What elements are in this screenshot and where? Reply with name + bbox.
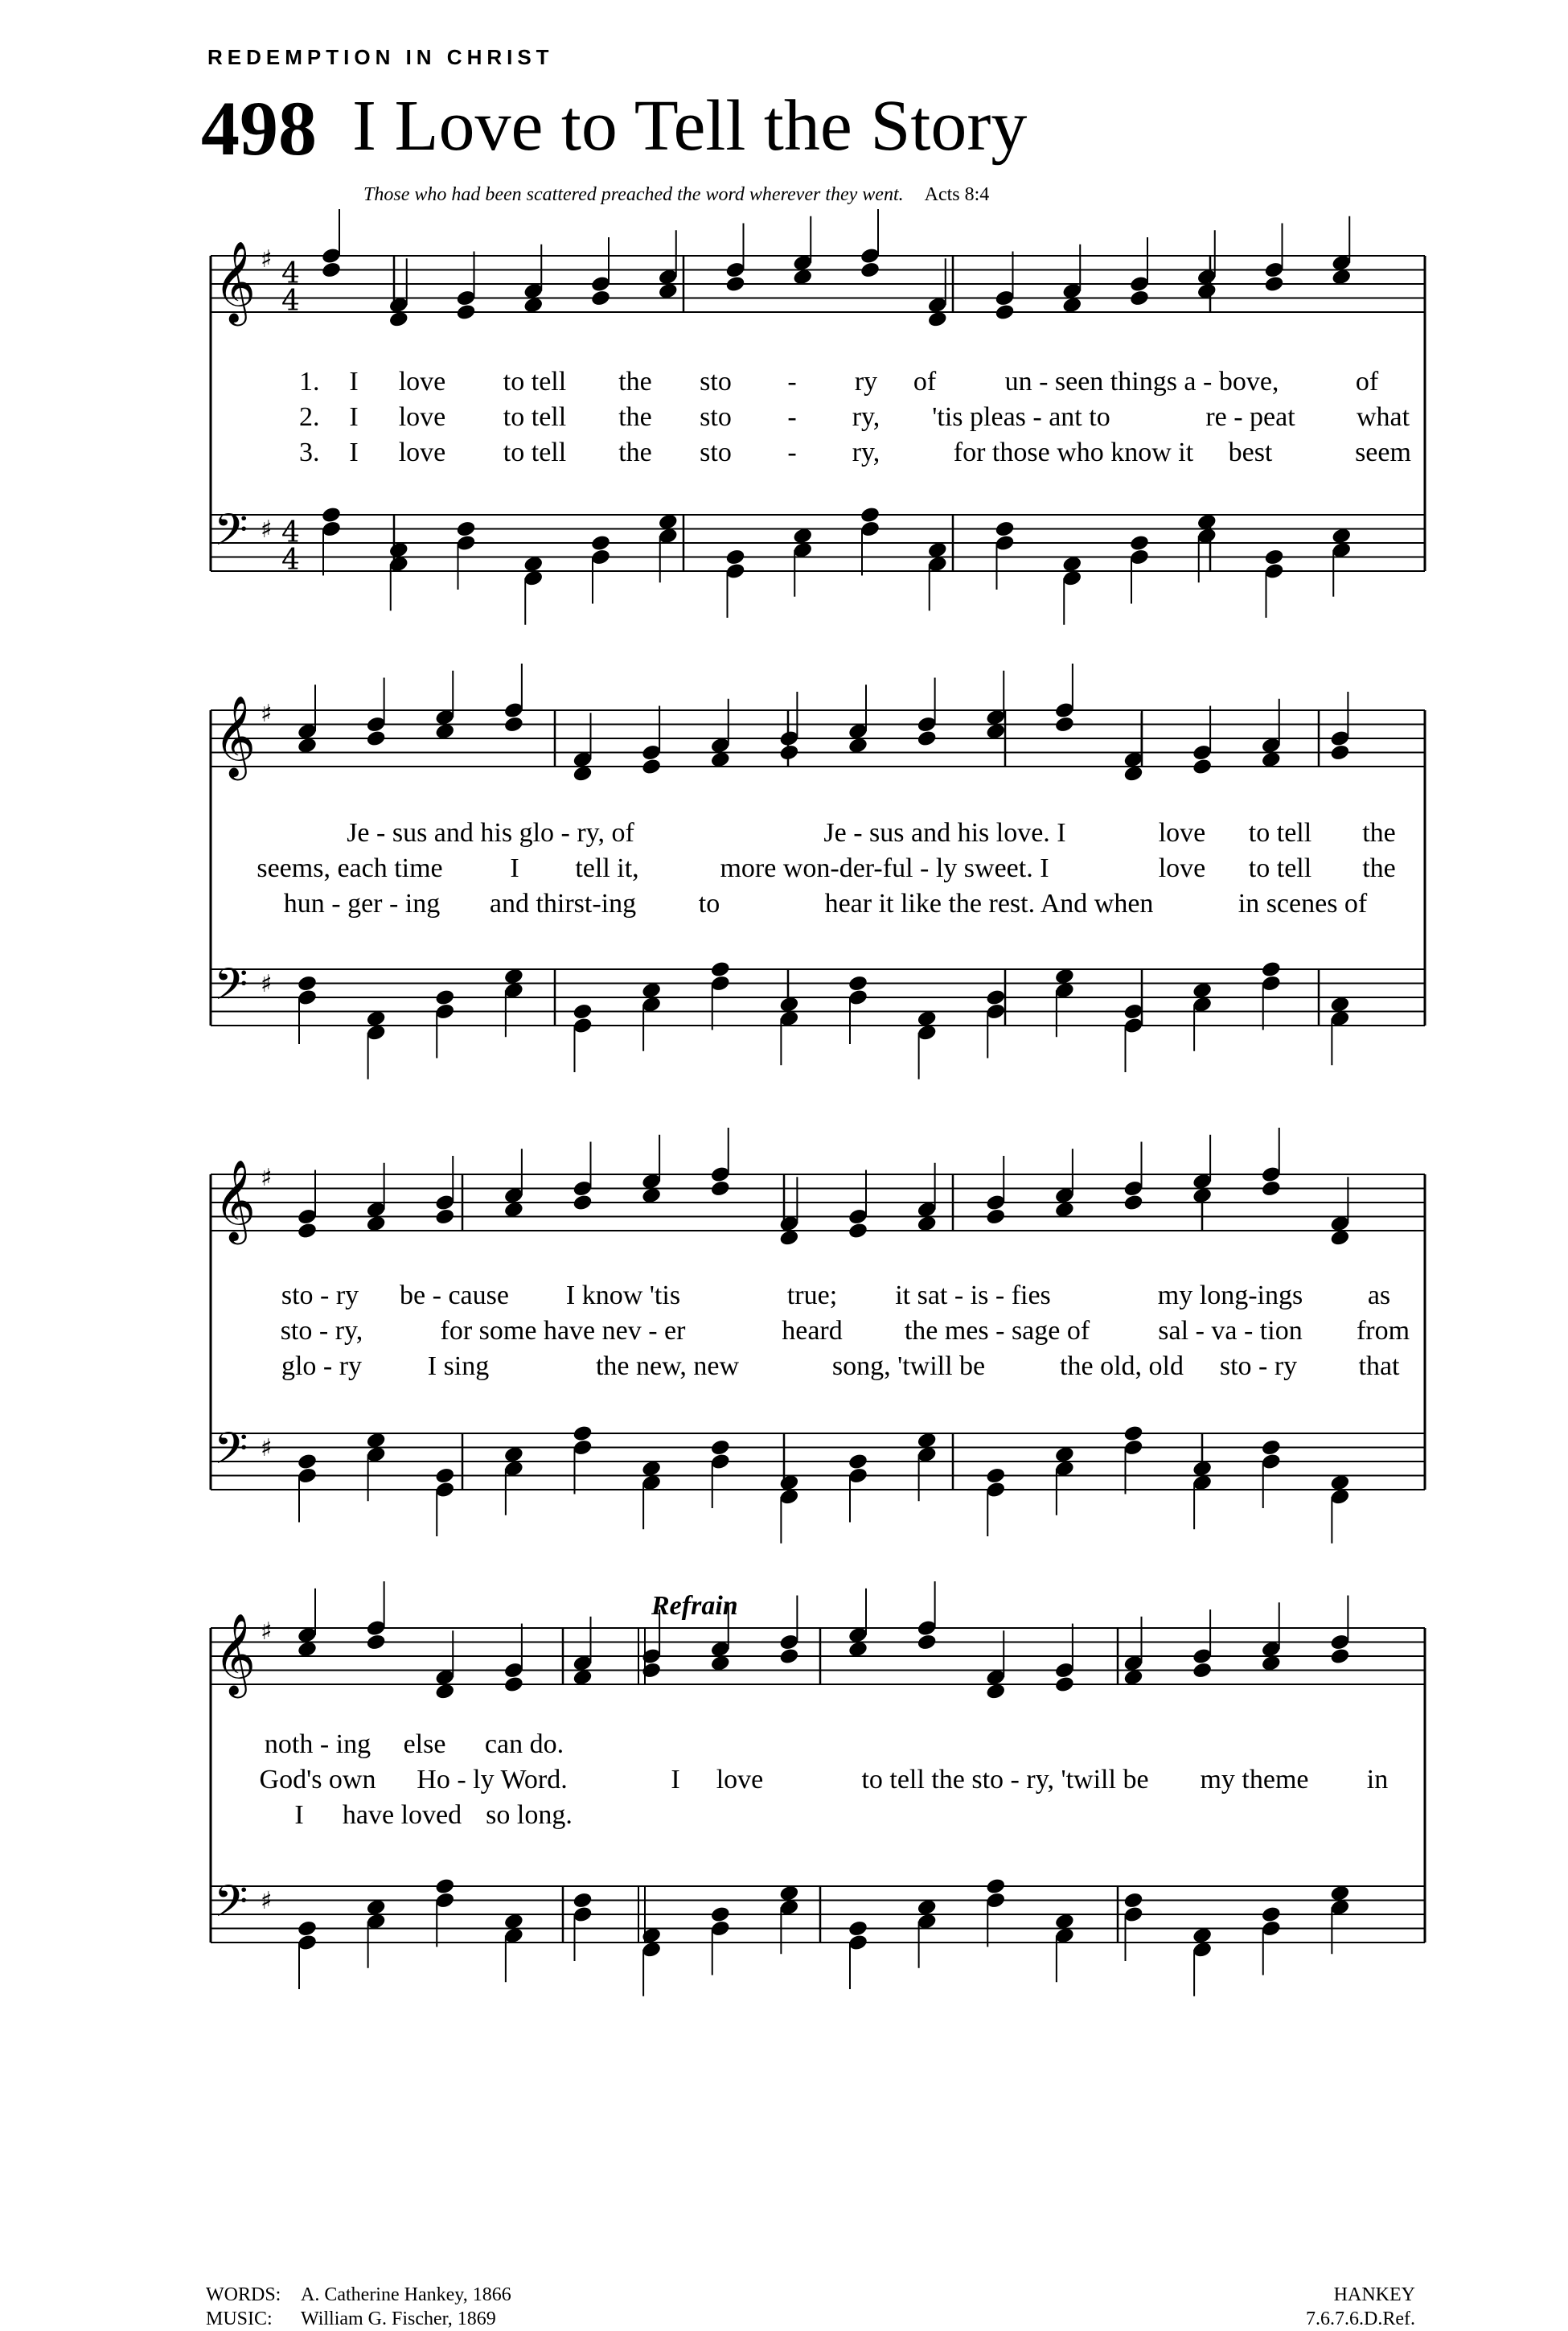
note-head — [1123, 1002, 1143, 1021]
lyric: my theme — [1200, 1765, 1309, 1794]
lyric: love — [1158, 853, 1206, 883]
time-signature: 4 — [281, 257, 300, 290]
lyric: - — [787, 438, 797, 467]
note-head — [1263, 548, 1284, 566]
key-signature-sharp: ♯ — [261, 516, 273, 544]
note-head — [590, 289, 611, 307]
note-head — [778, 1647, 799, 1666]
lyric: for those who know it — [953, 438, 1194, 467]
lyric: seems, each time — [257, 853, 443, 883]
time-signature: 4 — [281, 544, 300, 577]
lyric: love — [398, 367, 446, 397]
note-head — [860, 261, 880, 279]
lyric: to tell — [1248, 853, 1312, 883]
lyric: hear it like the rest. And when — [824, 889, 1154, 919]
note-head — [1261, 960, 1282, 979]
lyric: love — [716, 1765, 764, 1794]
lyric: I — [671, 1765, 680, 1794]
treble-clef: 𝄞 — [214, 1158, 257, 1241]
lyric: the old, old — [1060, 1351, 1184, 1381]
key-signature-sharp: ♯ — [261, 1887, 273, 1915]
lyric: I — [349, 367, 359, 397]
note-head — [917, 1633, 938, 1651]
lyric: to tell — [503, 438, 567, 467]
time-signature: 4 — [281, 285, 300, 318]
note-head — [724, 548, 745, 566]
key-signature-sharp: ♯ — [261, 1164, 273, 1192]
bass-clef: 𝄢 — [214, 504, 248, 566]
lyric: and thirst-ing — [489, 889, 637, 919]
lyric: re - peat — [1205, 402, 1295, 432]
lyric: I — [349, 402, 359, 432]
words-credit: A. Catherine Hankey, 1866 — [301, 2284, 511, 2305]
lyric: Je - sus and his love. I — [823, 818, 1066, 848]
note-head — [434, 989, 455, 1007]
note-head — [710, 1906, 731, 1924]
note-head — [710, 1438, 731, 1457]
refrain-label: Refrain — [651, 1591, 738, 1621]
lyric: sto — [700, 402, 732, 432]
note-head — [503, 715, 524, 734]
scripture-text: Those who had been scattered preached the word wherever they went. — [363, 184, 904, 205]
bass-clef: 𝄢 — [214, 959, 248, 1021]
lyric: - — [787, 402, 797, 432]
note-head — [321, 506, 342, 524]
lyric: it sat - is - fies — [895, 1281, 1051, 1310]
note-head — [366, 1633, 387, 1651]
treble-clef: 𝄞 — [214, 1612, 257, 1695]
lyric: Ho - ly Word. — [417, 1765, 568, 1794]
note-head — [848, 974, 868, 993]
note-head — [434, 1207, 455, 1226]
lyric: the — [1362, 818, 1396, 848]
note-head — [1329, 743, 1350, 762]
treble-clef: 𝄞 — [214, 240, 257, 323]
note-head — [1123, 1194, 1143, 1212]
words-label: WORDS: — [206, 2284, 281, 2305]
lyric: what — [1356, 402, 1410, 432]
note-head — [1192, 1661, 1213, 1679]
lyric: I sing — [427, 1351, 490, 1381]
lyric: heard — [782, 1316, 843, 1346]
lyric: ry, — [852, 438, 880, 467]
lyric: sto — [700, 438, 732, 467]
note-head — [848, 1919, 868, 1938]
tune-name: HANKEY — [1333, 2284, 1415, 2305]
treble-clef: 𝄞 — [214, 694, 257, 777]
note-head — [641, 1661, 662, 1679]
note-head — [455, 303, 476, 322]
lyric: of — [913, 367, 937, 397]
lyric: sto - ry, — [280, 1316, 363, 1346]
note-head — [1054, 1675, 1075, 1694]
meter: 7.6.7.6.D.Ref. — [1306, 2308, 1415, 2329]
note-head — [778, 743, 799, 762]
lyric: I — [510, 853, 519, 883]
lyric: ry, — [852, 402, 880, 432]
note-head — [297, 1222, 318, 1240]
lyric: to — [698, 889, 720, 919]
lyric: to tell — [503, 402, 567, 432]
key-signature-sharp: ♯ — [261, 1434, 273, 1462]
note-head — [572, 1891, 593, 1910]
lyric: my long-ings — [1157, 1281, 1303, 1310]
lyric: so long. — [486, 1800, 573, 1830]
lyric: sto - ry — [281, 1281, 359, 1310]
lyric: be - cause — [400, 1281, 509, 1310]
note-head — [455, 520, 476, 538]
note-head — [297, 974, 318, 993]
note-head — [1054, 715, 1075, 734]
music-label: MUSIC: — [206, 2308, 273, 2329]
lyric: that — [1358, 1351, 1400, 1381]
key-signature-sharp: ♯ — [261, 1618, 273, 1646]
verse-number: 1. — [299, 367, 320, 397]
hymn-title: I Love to Tell the Story — [352, 86, 1028, 166]
note-head — [503, 1675, 524, 1694]
note-head — [434, 1877, 455, 1896]
note-head — [994, 520, 1015, 538]
lyric: Je - sus and his glo - ry, of — [347, 818, 634, 848]
lyric: the — [618, 402, 652, 432]
note-head — [1123, 1424, 1143, 1443]
note-head — [1129, 289, 1150, 307]
lyric: from — [1356, 1316, 1410, 1346]
note-head — [1123, 1891, 1143, 1910]
key-signature-sharp: ♯ — [261, 245, 273, 273]
lyric: true; — [786, 1281, 838, 1310]
lyric: the — [1362, 853, 1396, 883]
lyric: sto — [700, 367, 732, 397]
lyric: in scenes of — [1238, 889, 1368, 919]
note-head — [590, 534, 611, 553]
note-head — [297, 1919, 318, 1938]
lyric: more won-der-ful - ly sweet. I — [720, 853, 1049, 883]
scripture-ref: Acts 8:4 — [924, 184, 990, 205]
music-credit: William G. Fischer, 1869 — [301, 2308, 496, 2329]
note-head — [710, 960, 731, 979]
lyric: I — [294, 1800, 304, 1830]
lyric: 'tis pleas - ant to — [932, 402, 1110, 432]
credits-left — [206, 2283, 511, 2331]
note-head — [985, 989, 1006, 1007]
note-head — [848, 1222, 868, 1240]
lyric: noth - ing — [264, 1729, 371, 1759]
bass-clef: 𝄢 — [214, 1423, 248, 1485]
note-head — [1129, 534, 1150, 553]
lyric: God's own — [259, 1765, 376, 1794]
lyric: hun - ger - ing — [283, 889, 441, 919]
lyric: song, 'twill be — [831, 1351, 986, 1381]
lyric: I know 'tis — [565, 1281, 681, 1310]
note-head — [321, 261, 342, 279]
verse-number: 2. — [299, 402, 320, 432]
note-head — [1261, 1179, 1282, 1198]
lyric: love — [1158, 818, 1206, 848]
section-heading: REDEMPTION IN CHRIST — [207, 45, 554, 69]
lyric: love — [398, 438, 446, 467]
note-head — [1192, 758, 1213, 776]
note-head — [860, 506, 880, 524]
credits-right — [1306, 2283, 1415, 2331]
lyric: I — [349, 438, 359, 467]
lyric: the — [618, 367, 652, 397]
hymn-number: 498 — [201, 85, 317, 171]
note-head — [641, 758, 662, 776]
lyric: un - seen things a - bove, — [1004, 367, 1279, 397]
lyric: sto - ry — [1219, 1351, 1298, 1381]
note-head — [366, 730, 387, 748]
time-signature: 4 — [281, 516, 300, 549]
note-head — [1263, 275, 1284, 294]
lyric: for some have nev - er — [440, 1316, 686, 1346]
lyric: in — [1366, 1765, 1389, 1794]
note-head — [1329, 1647, 1350, 1666]
lyric: of — [1355, 367, 1379, 397]
note-head — [710, 1179, 731, 1198]
key-signature-sharp: ♯ — [261, 700, 273, 728]
lyric: have loved — [342, 1800, 462, 1830]
lyric: the — [618, 438, 652, 467]
lyric: the mes - sage of — [904, 1316, 1090, 1346]
note-head — [985, 1466, 1006, 1485]
lyric: love — [398, 402, 446, 432]
lyric: to tell — [1248, 818, 1312, 848]
note-head — [724, 275, 745, 294]
note-head — [572, 1424, 593, 1443]
lyric: - — [787, 367, 797, 397]
lyric: sal - va - tion — [1158, 1316, 1303, 1346]
note-head — [848, 1453, 868, 1471]
note-head — [994, 303, 1015, 322]
bass-clef: 𝄢 — [214, 1876, 248, 1938]
lyric: the new, new — [595, 1351, 740, 1381]
note-head — [572, 1194, 593, 1212]
note-head — [297, 1453, 318, 1471]
lyric: to tell — [503, 367, 567, 397]
key-signature-sharp: ♯ — [261, 970, 273, 998]
note-head — [572, 1002, 593, 1021]
verse-number: 3. — [299, 438, 320, 467]
note-head — [1261, 1906, 1282, 1924]
note-head — [917, 730, 938, 748]
lyric: as — [1367, 1281, 1391, 1310]
lyric: tell it, — [575, 853, 639, 883]
note-head — [434, 1466, 455, 1485]
lyric: else — [403, 1729, 446, 1759]
lyric: best — [1228, 438, 1273, 467]
lyric: seem — [1355, 438, 1411, 467]
note-head — [1261, 1438, 1282, 1457]
note-head — [985, 1207, 1006, 1226]
note-head — [985, 1877, 1006, 1896]
lyric: glo - ry — [281, 1351, 363, 1381]
lyric: ry — [854, 367, 878, 397]
lyric: can do. — [484, 1729, 564, 1759]
lyric: to tell the sto - ry, 'twill be — [861, 1765, 1149, 1794]
